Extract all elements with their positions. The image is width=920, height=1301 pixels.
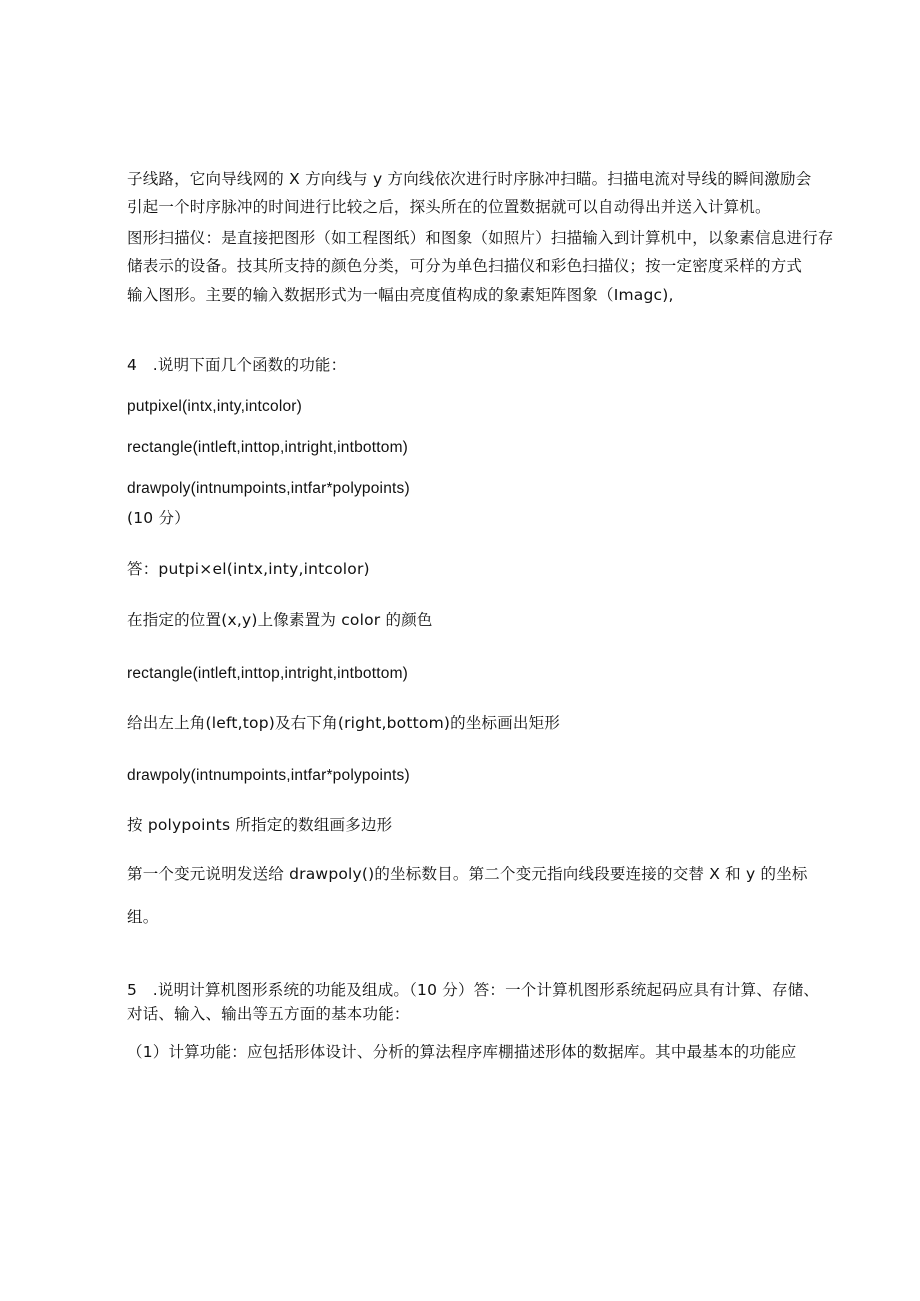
q5-line: （1）计算功能：应包括形体设计、分析的算法程序库棚描述形体的数据库。其中最基本的功能应 (127, 1043, 797, 1061)
intro-line: 储表示的设备。技其所支持的颜色分类，可分为单色扫描仪和彩色扫描仪；按一定密度采样的方式 (127, 257, 803, 275)
q4-heading: 4 .说明下面几个函数的功能： (127, 356, 347, 374)
q4-answer: 第一个变元说明发送给 drawpoly()的坐标数目。第二个变元指向线段要连接的交替 X 和 y 的坐标 (127, 865, 808, 883)
q4-function: rectangle(intleft,inttop,intright,intbottom) (127, 439, 409, 456)
intro-line: 图形扫描仪：是直接把图形（如工程图纸）和图象（如照片）扫描输入到计算机中，以象素信息进行存 (127, 229, 834, 247)
intro-line: 引起一个时序脉冲的时间进行比较之后，探头所在的位置数据就可以自动得出并送入计算机。 (127, 198, 771, 216)
q5-line: 5 .说明计算机图形系统的功能及组成。（10 分）答：一个计算机图形系统起码应具有计算、存储、 (127, 981, 820, 999)
q4-answer: 组。 (127, 908, 159, 926)
q4-function: drawpoly(intnumpoints,intfar*polypoints) (127, 480, 410, 497)
q4-answer: 给出左上角(left,top)及右下角(right,bottom)的坐标画出矩形 (127, 714, 561, 732)
q4-answer: 在指定的位置(x,y)上像素置为 color 的颜色 (127, 611, 433, 629)
q5-line: 对话、输入、输出等五方面的基本功能： (127, 1005, 410, 1023)
q4-answer: 答：putpi×el(intx,inty,intcolor) (127, 560, 370, 578)
intro-line: 子线路，它向导线网的 X 方向线与 y 方向线依次进行时序脉冲扫瞄。扫描电流对导线的瞬间激励会 (127, 170, 812, 188)
q4-answer: 按 polypoints 所指定的数组画多边形 (127, 816, 393, 834)
q4-answer: drawpoly(intnumpoints,intfar*polypoints) (127, 767, 410, 784)
q4-answer: rectangle(intleft,inttop,intright,intbottom) (127, 665, 409, 682)
q4-score: (10 分） (127, 509, 190, 527)
q4-function: putpixel(intx,inty,intcolor) (127, 398, 303, 415)
intro-line: 输入图形。主要的输入数据形式为一幅由亮度值构成的象素矩阵图象（Imagc), (127, 286, 674, 304)
